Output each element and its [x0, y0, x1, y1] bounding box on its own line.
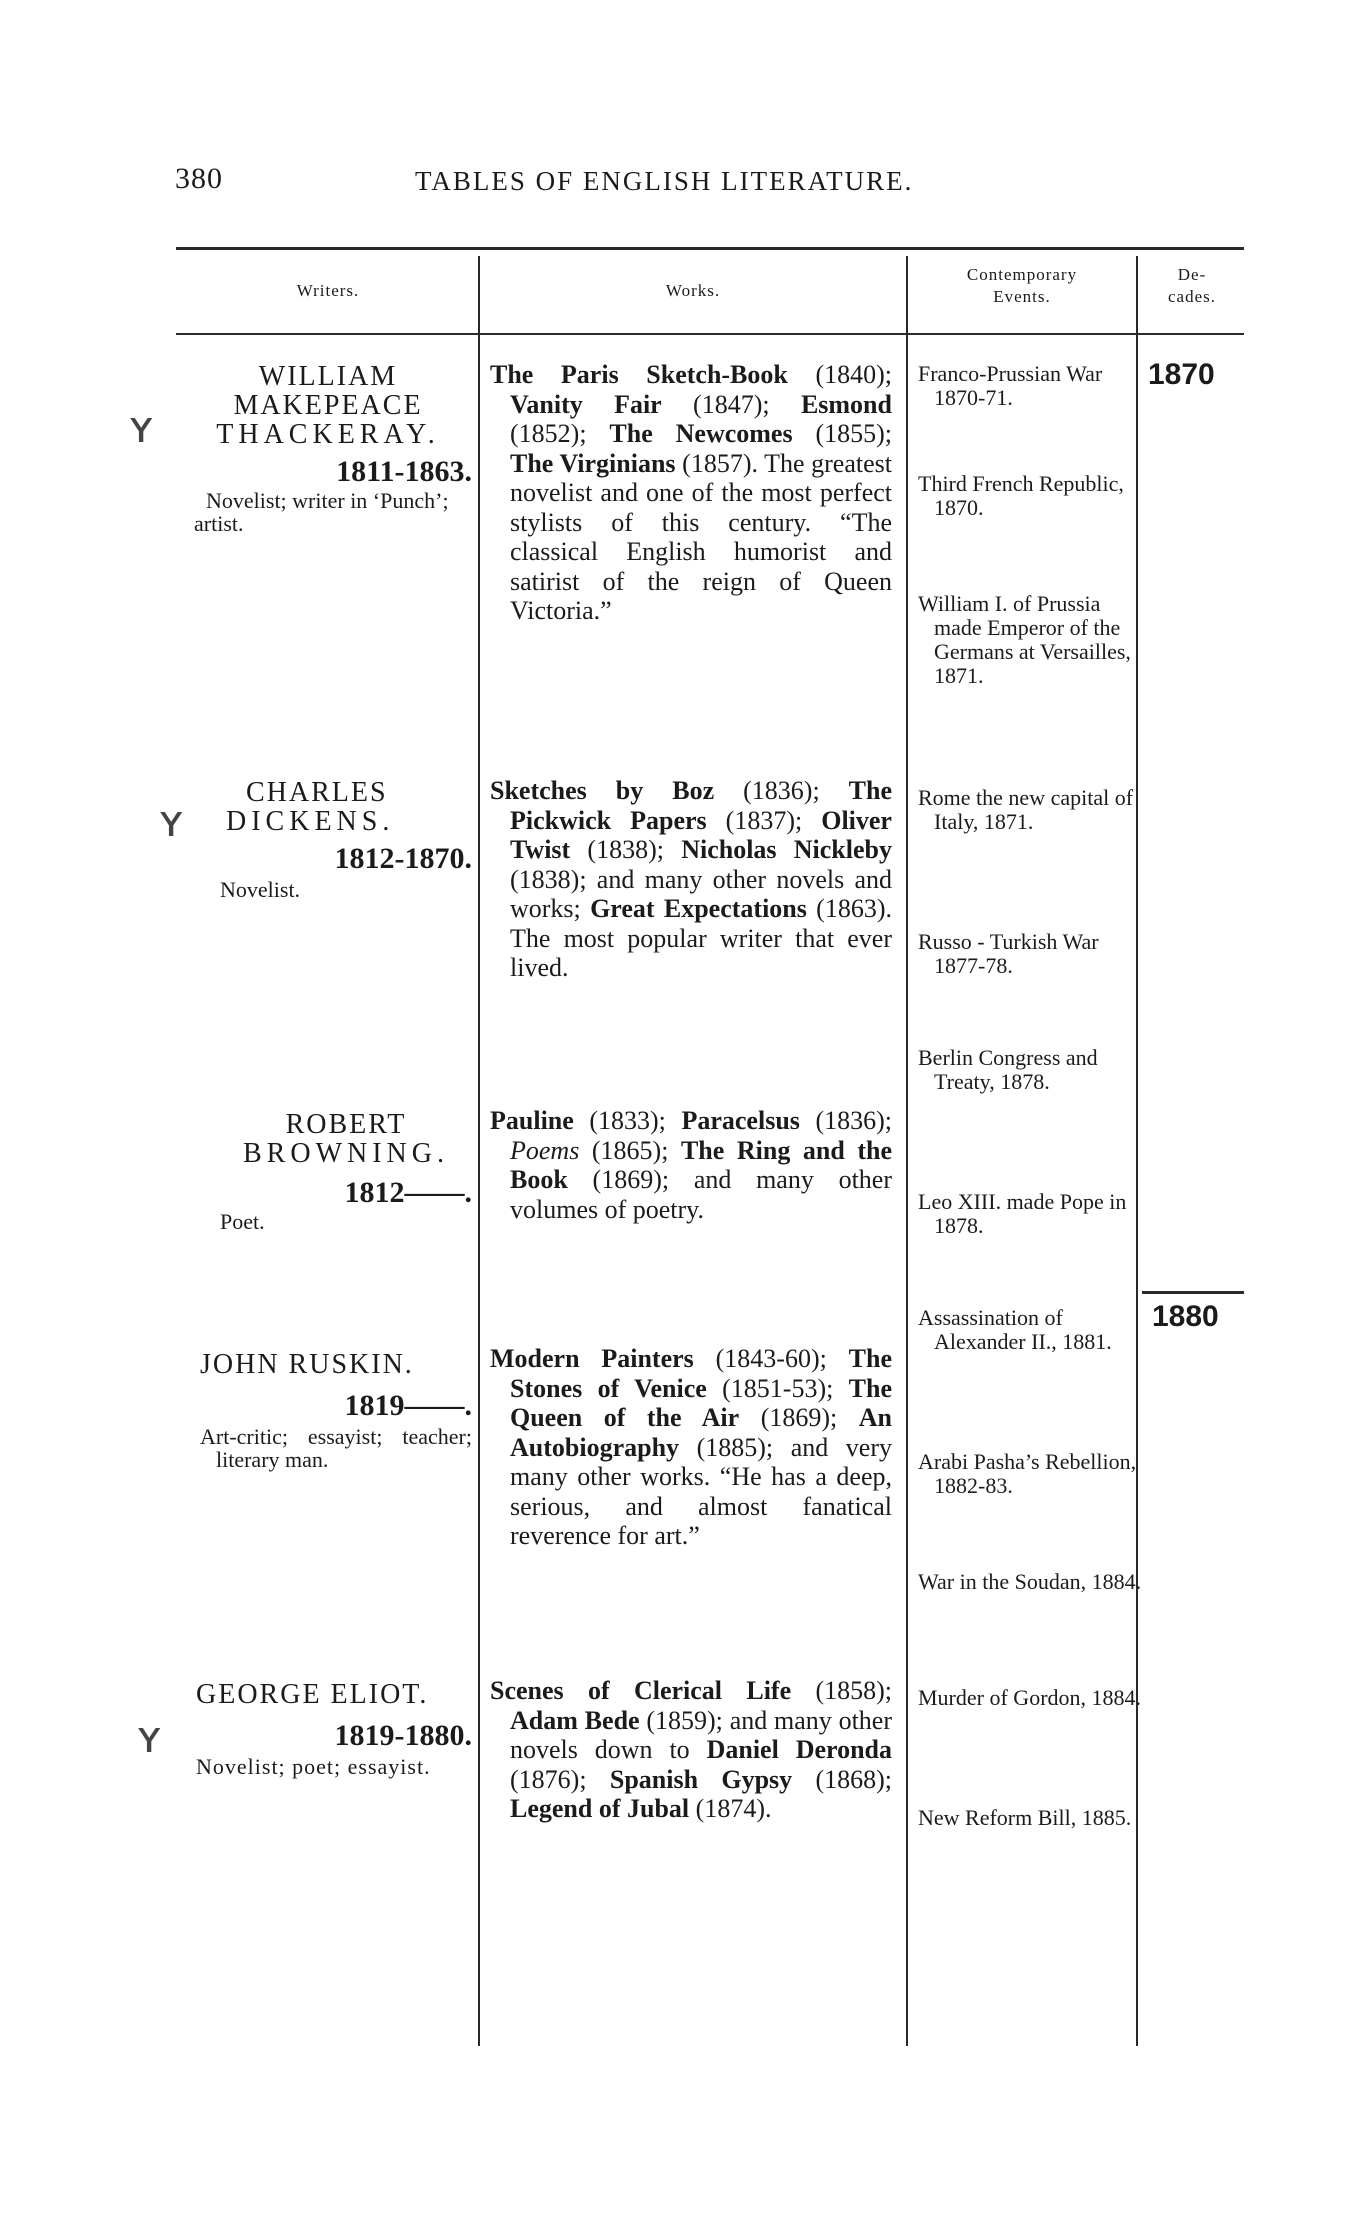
writer-dates: 1811-1863.	[336, 455, 472, 488]
work-title: Legend of Jubal	[510, 1794, 690, 1823]
works-entry	[490, 1106, 892, 1224]
writer-entry-browning	[220, 1110, 472, 1233]
work-title: Esmond	[800, 389, 892, 419]
work-title: Paracelsus	[681, 1106, 800, 1135]
writer-role: Novelist; writer in ‘Punch’; artist.	[194, 488, 449, 536]
work-text: (1869);	[739, 1403, 859, 1432]
decade-label: 1870	[1148, 358, 1215, 391]
writer-name-line: ROBERT	[285, 1109, 407, 1140]
event-item: New Reform Bill, 1885.	[918, 1805, 1132, 1830]
work-text: (1851-53);	[706, 1373, 849, 1403]
work-title: Daniel Deronda	[706, 1735, 893, 1764]
work-title: The Pickwick Papers	[510, 776, 893, 835]
writer-dates: 1812-1870.	[334, 842, 472, 875]
works-entry	[490, 1344, 892, 1551]
work-text: (1836);	[714, 776, 849, 805]
work-title: The Virginians	[510, 448, 676, 478]
work-text: (1837);	[706, 805, 822, 835]
margin-tick-mark: ʏ	[136, 1712, 163, 1763]
work-text: (1863). The most popular writer that ever lived.	[510, 894, 892, 982]
event-item: Franco-Prussian War 1870-71.	[918, 361, 1103, 410]
decade-label: 1880	[1152, 1300, 1219, 1333]
decades-header-line1: De-	[1177, 265, 1207, 284]
column-divider-1	[478, 256, 480, 2046]
events-header-line1: Contemporary	[966, 265, 1078, 284]
work-title: Adam Bede	[510, 1705, 640, 1735]
work-title: An Autobiography	[510, 1403, 892, 1462]
column-header-decades	[1140, 264, 1244, 308]
work-text: (1838);	[570, 835, 682, 864]
writer-entry-ruskin	[200, 1350, 472, 1471]
writer-name-line: BROWNING.	[243, 1138, 449, 1169]
column-divider-3	[1136, 256, 1138, 2046]
writer-name-line: DICKENS.	[226, 806, 395, 837]
work-title: Spanish Gypsy	[609, 1764, 793, 1794]
writer-entry-eliot	[196, 1680, 472, 1778]
writer-dates: 1819——.	[344, 1389, 472, 1422]
event-item: Murder of Gordon, 1884.	[918, 1685, 1142, 1710]
work-text: (1840);	[787, 360, 893, 389]
writer-dates: 1812——.	[344, 1176, 472, 1209]
writer-name-line: THACKERAY.	[216, 419, 440, 450]
work-text: (1857). The greatest novelist and one of the most perfect stylists of this century. “The classical English humorist and satirist of the reign of Queen Victoria.”	[510, 448, 892, 625]
writer-entry-thackeray	[184, 362, 472, 535]
work-text: (1838); and many other novels and works;	[510, 864, 892, 923]
column-divider-2	[906, 256, 908, 2046]
event-item: Leo XIII. made Pope in 1878.	[918, 1189, 1127, 1238]
work-text: (1833);	[573, 1106, 682, 1135]
work-text: (1858);	[791, 1676, 892, 1705]
work-title: Nicholas Nickleby	[681, 835, 892, 864]
work-text: (1865);	[579, 1135, 681, 1165]
work-title: Pauline	[490, 1106, 574, 1135]
event-item: Berlin Congress and Treaty, 1878.	[918, 1045, 1098, 1094]
work-text: (1869); and many other volumes of poetry.	[510, 1165, 892, 1224]
writer-role: Poet.	[220, 1209, 265, 1234]
header-rule-bottom	[176, 333, 1244, 335]
column-header-writers	[180, 280, 476, 302]
works-entry	[490, 360, 892, 626]
work-title: The Queen of the Air	[510, 1373, 893, 1432]
event-item: Arabi Pasha’s Rebellion, 1882-83.	[918, 1449, 1137, 1498]
work-text: (1876);	[510, 1764, 610, 1794]
writer-role: Novelist; poet; essayist.	[196, 1754, 431, 1779]
event-item: Third French Republic, 1870.	[918, 471, 1124, 520]
work-text: (1855);	[792, 419, 893, 448]
work-text: (1852);	[510, 419, 610, 448]
header-rule-top	[176, 247, 1244, 250]
decade-rule-1880	[1142, 1291, 1244, 1294]
work-text: (1847);	[661, 389, 801, 419]
writer-role: Art-critic; essayist; teacher; literary man.	[200, 1424, 472, 1472]
event-item: Russo - Turkish War 1877-78.	[918, 929, 1099, 978]
event-item: War in the Soudan, 1884.	[918, 1569, 1142, 1594]
writer-name-line: GEORGE ELIOT.	[196, 1679, 429, 1710]
work-title: Great Expectations	[590, 894, 807, 923]
writer-name-line: MAKEPEACE	[233, 390, 423, 421]
work-title-italic: Poems	[510, 1135, 580, 1165]
column-header-works	[482, 280, 904, 302]
events-header-line2: Events.	[993, 287, 1051, 306]
works-entry	[490, 776, 892, 983]
work-title: The Stones of Venice	[510, 1344, 892, 1403]
work-text: (1868);	[792, 1764, 893, 1794]
works-entry	[490, 1676, 892, 1824]
work-text: (1843-60);	[693, 1344, 849, 1373]
page-number: 380	[175, 162, 223, 195]
work-text: (1836);	[799, 1106, 892, 1135]
writer-name-line: CHARLES	[246, 777, 388, 808]
work-text: (1885); and very many other works. “He has a deep, serious, and almost fanatical reverence for art.”	[510, 1432, 892, 1550]
work-title: The Newcomes	[609, 419, 793, 448]
work-title: Sketches by Boz	[490, 776, 715, 805]
work-title: The Paris Sketch-Book	[490, 360, 788, 389]
work-text: (1859); and many other novels down to	[510, 1705, 893, 1764]
event-item: Rome the new capital of Italy, 1871.	[918, 785, 1134, 834]
work-title: The Ring and the Book	[510, 1135, 892, 1194]
work-title: Oliver Twist	[510, 805, 892, 864]
decades-header-line2: cades.	[1167, 287, 1216, 306]
margin-tick-mark: ʏ	[128, 402, 155, 453]
margin-tick-mark: ʏ	[158, 796, 185, 847]
writer-dates: 1819-1880.	[334, 1719, 472, 1752]
running-head: TABLES OF ENGLISH LITERATURE.	[415, 166, 914, 196]
works-header-text: Works.	[665, 281, 721, 300]
writer-name-line: WILLIAM	[258, 361, 398, 392]
work-text: (1874).	[689, 1794, 772, 1823]
work-title: Scenes of Clerical Life	[490, 1676, 792, 1705]
writers-header-text: Writers.	[296, 281, 360, 300]
work-title: Vanity Fair	[510, 389, 662, 419]
event-item: William I. of Prussia made Emperor of the Germans at Versailles, 1871.	[918, 591, 1131, 688]
work-title: Modern Painters	[490, 1344, 694, 1373]
writer-name-line: JOHN RUSKIN.	[200, 1349, 414, 1380]
event-item: Assassination of Alexander II., 1881.	[918, 1305, 1112, 1354]
writer-role: Novelist.	[220, 877, 301, 902]
writer-entry-dickens	[220, 778, 472, 901]
column-header-events	[910, 264, 1134, 308]
